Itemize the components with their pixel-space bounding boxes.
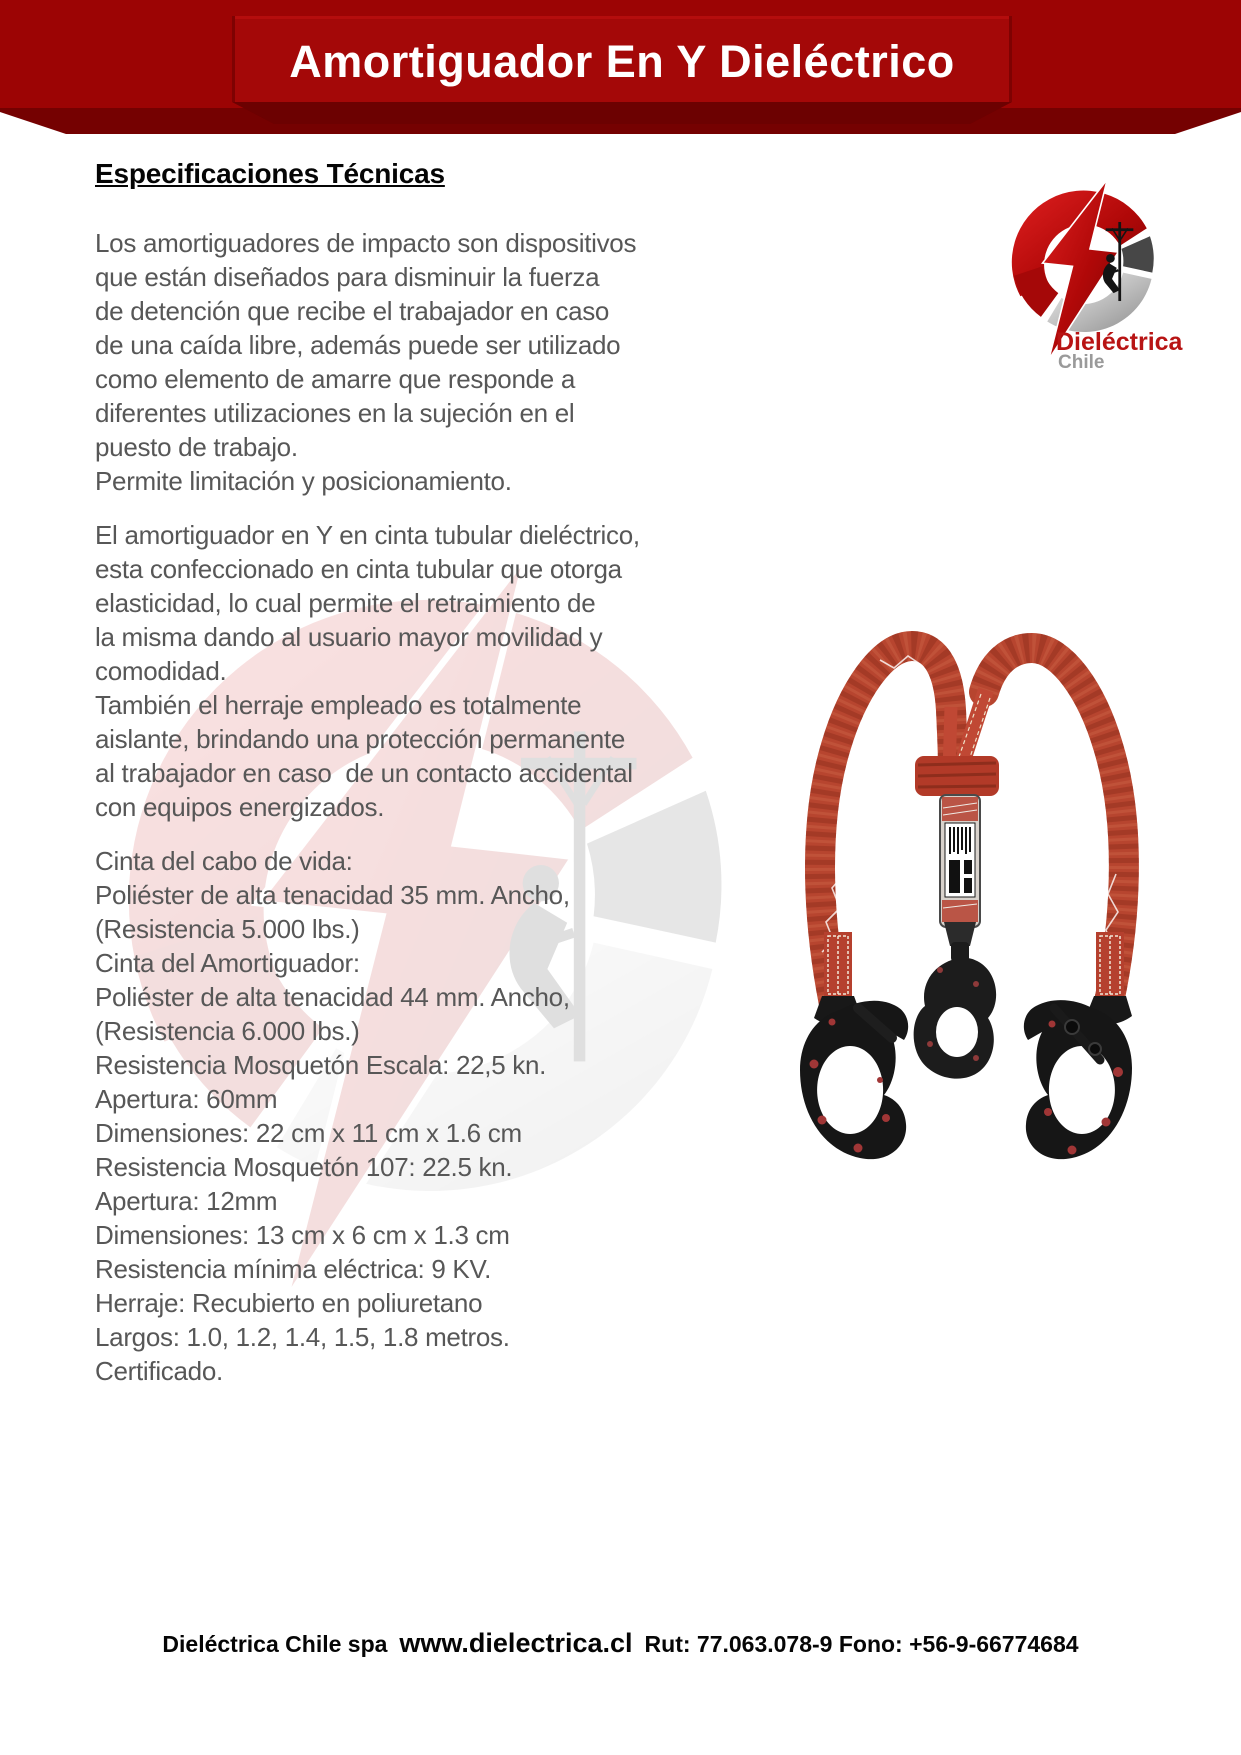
shock-absorber-pack bbox=[940, 795, 980, 946]
text-line: Poliéster de alta tenacidad 35 mm. Ancho, bbox=[95, 880, 570, 910]
text-line: de una caída libre, además puede ser utilizado bbox=[95, 330, 621, 360]
text-line: esta confeccionado en cinta tubular que otorga bbox=[95, 554, 622, 584]
text-line: Certificado. bbox=[95, 1356, 223, 1386]
text-line: Cinta del cabo de vida: bbox=[95, 846, 353, 876]
text-line: Resistencia Mosquetón Escala: 22,5 kn. bbox=[95, 1050, 547, 1080]
logo-brand-text: Dieléctrica bbox=[1056, 328, 1183, 356]
footer-website: www.dielectrica.cl bbox=[399, 1628, 633, 1658]
page-title: Amortiguador En Y Dieléctrico bbox=[289, 36, 955, 87]
text-line: Apertura: 12mm bbox=[95, 1186, 278, 1216]
text-line: al trabajador en caso de un contacto accidental bbox=[95, 758, 633, 788]
text-line: Dimensiones: 13 cm x 6 cm x 1.3 cm bbox=[95, 1220, 510, 1250]
text-line: elasticidad, lo cual permite el retraimiento de bbox=[95, 588, 596, 618]
section-heading: Especificaciones Técnicas bbox=[95, 158, 445, 189]
text-line: Resistencia mínima eléctrica: 9 KV. bbox=[95, 1254, 492, 1284]
text-line: (Resistencia 5.000 lbs.) bbox=[95, 914, 360, 944]
text-line: de detención que recibe el trabajador en caso bbox=[95, 296, 610, 326]
text-line: Poliéster de alta tenacidad 44 mm. Ancho, bbox=[95, 982, 570, 1012]
footer-company: Dieléctrica Chile spa bbox=[162, 1631, 388, 1657]
text-line: También el herraje empleado es totalmente bbox=[95, 690, 582, 720]
product-photo bbox=[762, 612, 1167, 1197]
logo-country-text: Chile bbox=[1058, 352, 1105, 373]
footer bbox=[0, 1628, 1241, 1659]
text-line: Cinta del Amortiguador: bbox=[95, 948, 360, 978]
text-line: que están diseñados para disminuir la fuerza bbox=[95, 262, 600, 292]
text-line: El amortiguador en Y en cinta tubular dieléctrico, bbox=[95, 520, 640, 550]
text-line: Los amortiguadores de impacto son dispositivos bbox=[95, 228, 637, 258]
text-line: Herraje: Recubierto en poliuretano bbox=[95, 1288, 483, 1318]
paragraph bbox=[95, 226, 695, 498]
right-rebar-hook bbox=[1024, 932, 1132, 1159]
text-line: puesto de trabajo. bbox=[95, 432, 298, 462]
text-line: aislante, brindando una protección permanente bbox=[95, 724, 625, 754]
text-line: Resistencia Mosquetón 107: 22.5 kn. bbox=[95, 1152, 513, 1182]
spec-paragraphs bbox=[95, 226, 695, 1408]
text-line: la misma dando al usuario mayor movilidad y bbox=[95, 622, 603, 652]
text-line: Largos: 1.0, 1.2, 1.4, 1.5, 1.8 metros. bbox=[95, 1322, 510, 1352]
text-line: Apertura: 60mm bbox=[95, 1084, 278, 1114]
text-line: (Resistencia 6.000 lbs.) bbox=[95, 1016, 360, 1046]
text-line: diferentes utilizaciones en la sujeción en el bbox=[95, 398, 575, 428]
center-snap-hook bbox=[914, 942, 997, 1079]
text-line: comodidad. bbox=[95, 656, 227, 686]
text-line: Dimensiones: 22 cm x 11 cm x 1.6 cm bbox=[95, 1118, 522, 1148]
text-line: con equipos energizados. bbox=[95, 792, 385, 822]
text-line: como elemento de amarre que responde a bbox=[95, 364, 576, 394]
paragraph bbox=[95, 518, 695, 824]
text-line: Permite limitación y posicionamiento. bbox=[95, 466, 512, 496]
paragraph bbox=[95, 844, 695, 1388]
footer-registry: Rut: 77.063.078-9 Fono: +56-9-66774684 bbox=[644, 1631, 1079, 1657]
